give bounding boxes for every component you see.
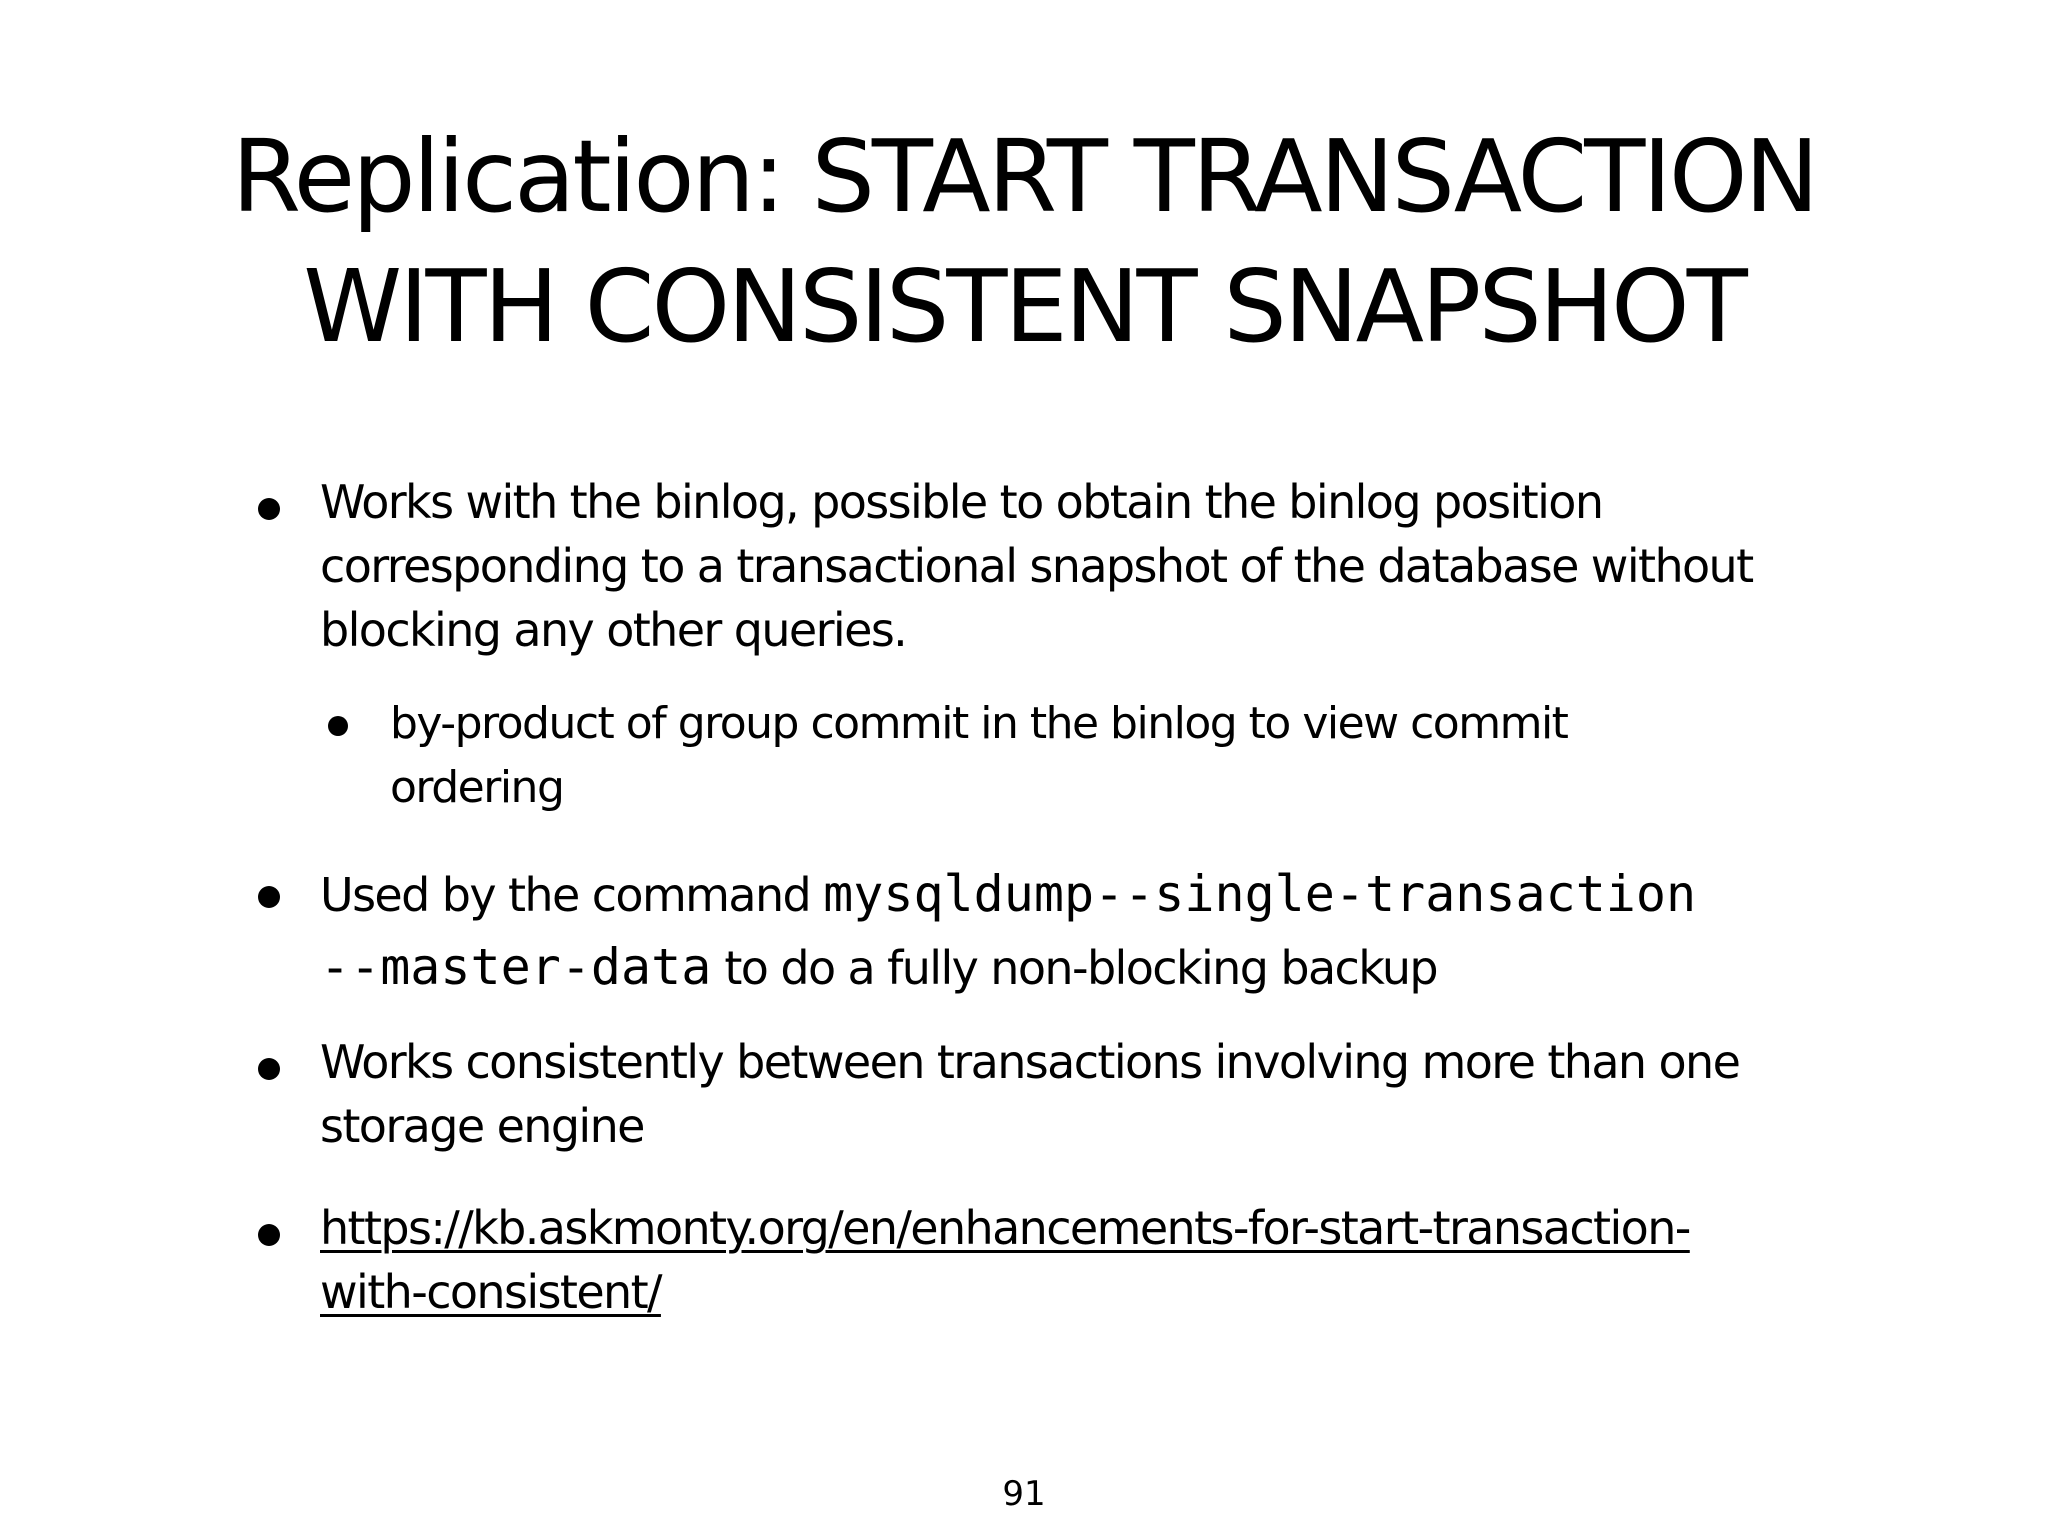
bullet-dot-icon [258,498,280,520]
bullet-line [320,931,1858,1004]
sub-bullet-item-group-commit [328,692,1828,820]
bullet-dot-icon [258,1224,280,1246]
bullet-dot-icon [328,716,348,736]
kb-link-line-1[interactable]: https://kb.askmonty.org/en/enhancements-for-start-transaction- [320,1201,1690,1255]
bullet-line: blocking any other queries. [320,603,907,657]
kb-link-line-2[interactable]: with-consistent/ [320,1265,661,1319]
bullet-line [320,858,1858,931]
bullet-dot-icon [258,1058,280,1080]
page-number: 91 [1002,1474,1046,1514]
bullet-text [320,470,1858,662]
bullet-line: storage engine [320,1099,644,1153]
bullet-line: by-product of group commit in the binlog to view commit [390,698,1568,749]
bullet-item-binlog [258,470,1858,662]
bullet-line: ordering [390,762,564,813]
bullet-dot-icon [258,886,280,908]
bullet-line: Works consistently between transactions involving more than one [320,1035,1740,1089]
master-data-code: --master-data [320,938,712,996]
bullet-item-kb-link[interactable] [258,1196,1858,1324]
mysqldump-code: mysqldump--single-transaction [823,865,1697,923]
sub-bullet-text [390,692,1828,820]
command-suffix-text: to do a fully non-blocking backup [711,941,1438,995]
bullet-item-mysqldump [258,858,1858,1004]
title-line-1: Replication: START TRANSACTION [231,118,1817,235]
command-prefix-text: Used by the command [320,868,824,922]
bullet-line: Works with the binlog, possible to obtain the binlog position [320,475,1603,529]
bullet-text [320,858,1858,1004]
bullet-line: corresponding to a transactional snapshot of the database without [320,539,1753,593]
kb-link[interactable] [320,1196,1858,1324]
bullet-text [320,1030,1858,1158]
bullet-item-storage-engine [258,1030,1858,1158]
title-line-2: WITH CONSISTENT SNAPSHOT [303,248,1745,365]
